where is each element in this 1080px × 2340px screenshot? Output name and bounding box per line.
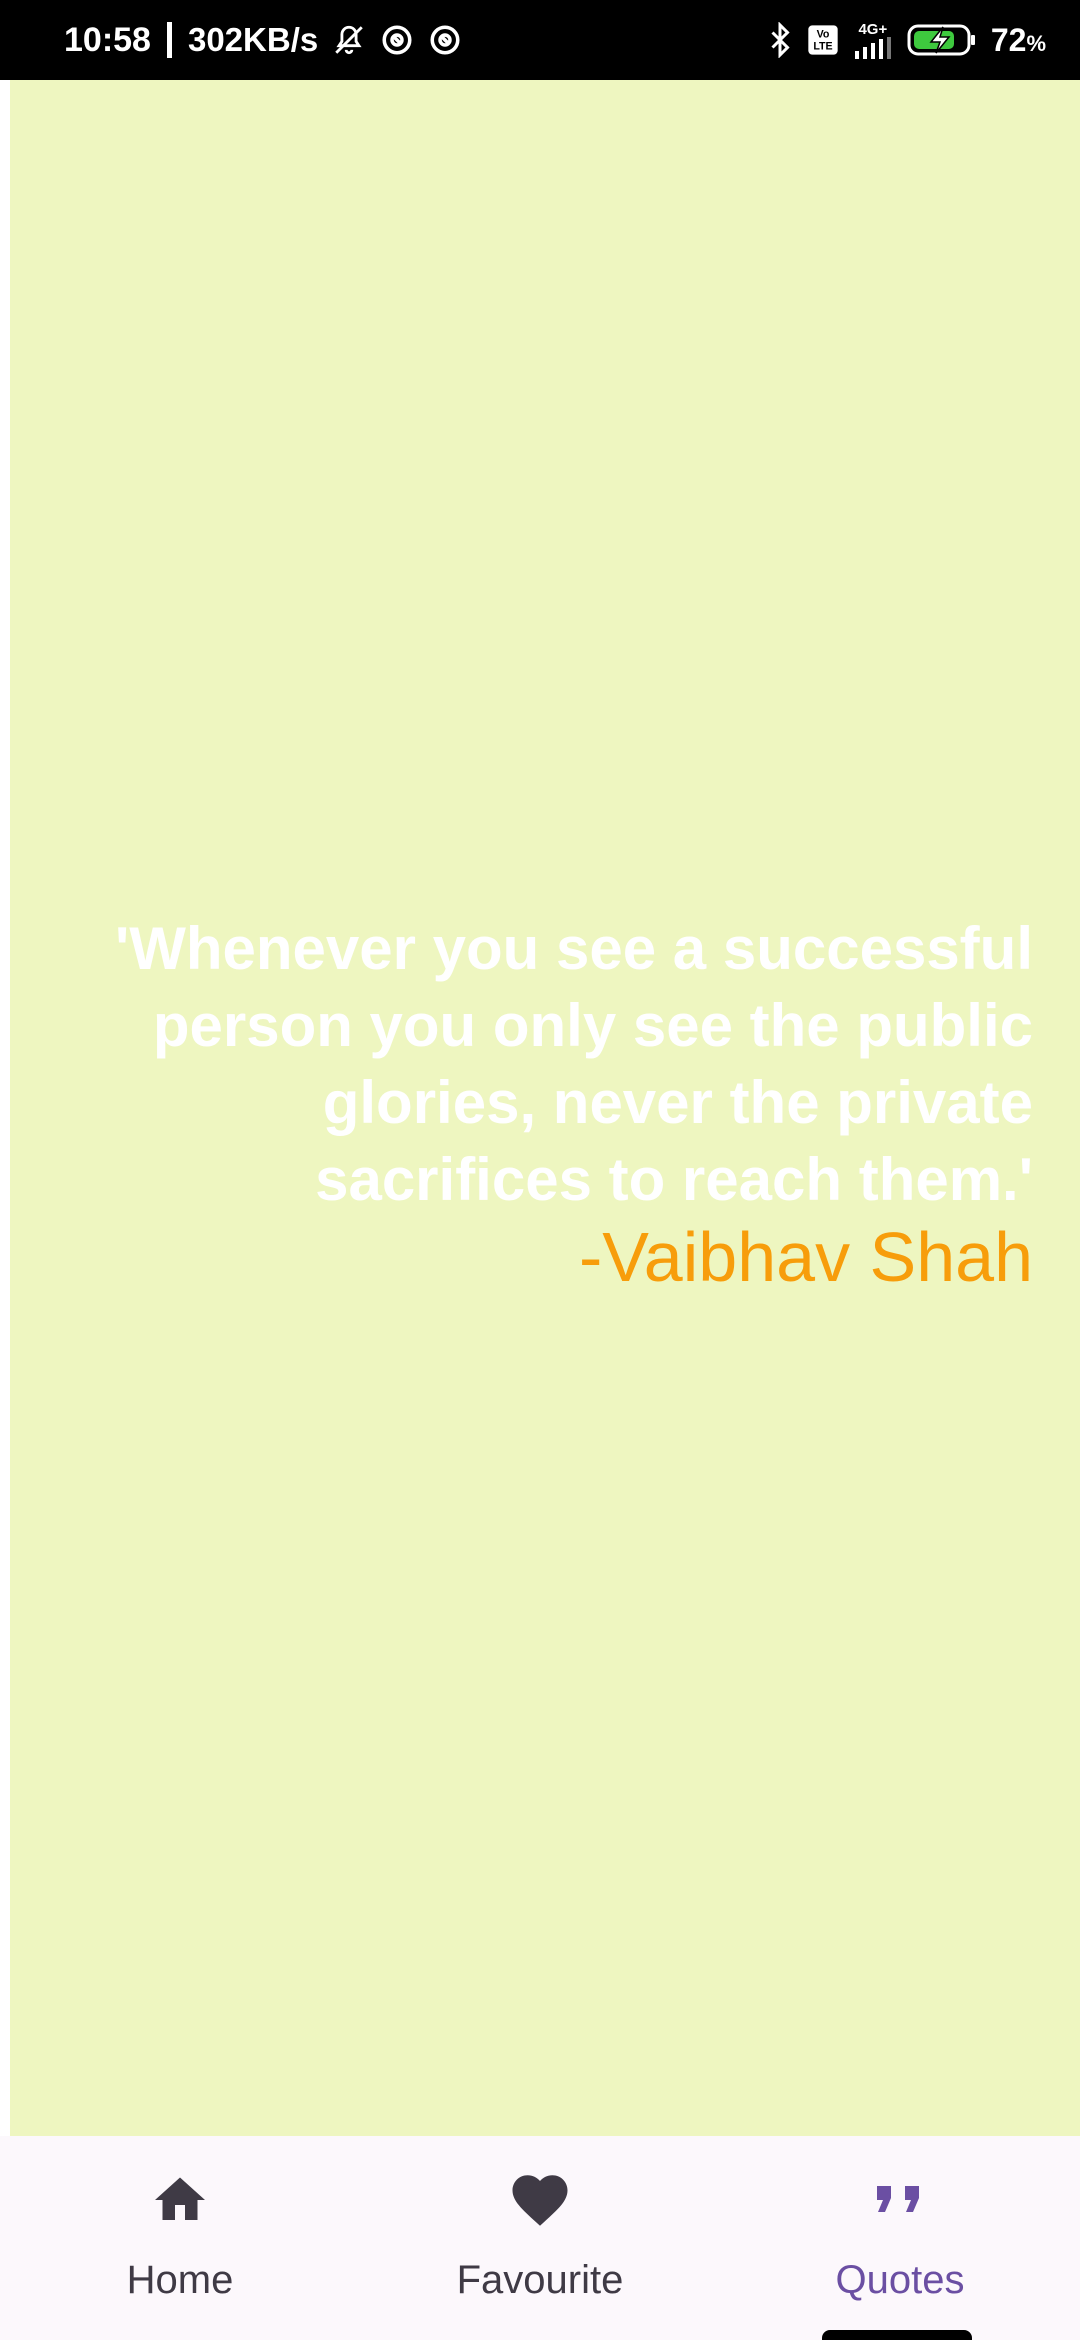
battery-percent: 72% [990,21,1046,58]
status-bar [0,0,1080,80]
sync-icon [380,23,414,57]
nav-quotes[interactable] [720,2136,1080,2340]
status-right [767,22,1046,59]
quote-text: 'Whenever you see a successful person you only see the public glories, never the private sacrifices to reach them.' [114,915,1033,1213]
bottom-navigation [0,2136,1080,2340]
bluetooth-icon [767,22,793,58]
quote-author: -Vaibhav Shah [578,1218,1033,1296]
signal-icon [853,22,893,59]
heart-icon [507,2162,573,2238]
bell-muted-icon [332,23,366,57]
sync-icon-2 [428,23,462,57]
status-left [64,21,462,60]
svg-text:Vo: Vo [816,28,830,41]
status-separator [167,22,172,58]
nav-home-label: Home [126,2258,234,2302]
svg-text:LTE: LTE [813,40,833,53]
status-net-speed: 302KB/s [187,21,319,58]
battery-charging-icon [907,23,977,57]
quote-icon [875,2162,925,2238]
quote-block [73,910,1033,1298]
network-type: 4G+ [858,20,888,38]
home-indicator [822,2330,972,2340]
nav-home[interactable] [0,2136,360,2340]
nav-favourite[interactable] [360,2136,720,2340]
nav-quotes-label: Quotes [835,2258,965,2302]
nav-favourite-label: Favourite [456,2258,624,2302]
status-time: 10:58 [64,20,151,59]
volte-icon [807,24,839,56]
home-icon [150,2162,210,2238]
quote-panel[interactable] [10,80,1080,2136]
